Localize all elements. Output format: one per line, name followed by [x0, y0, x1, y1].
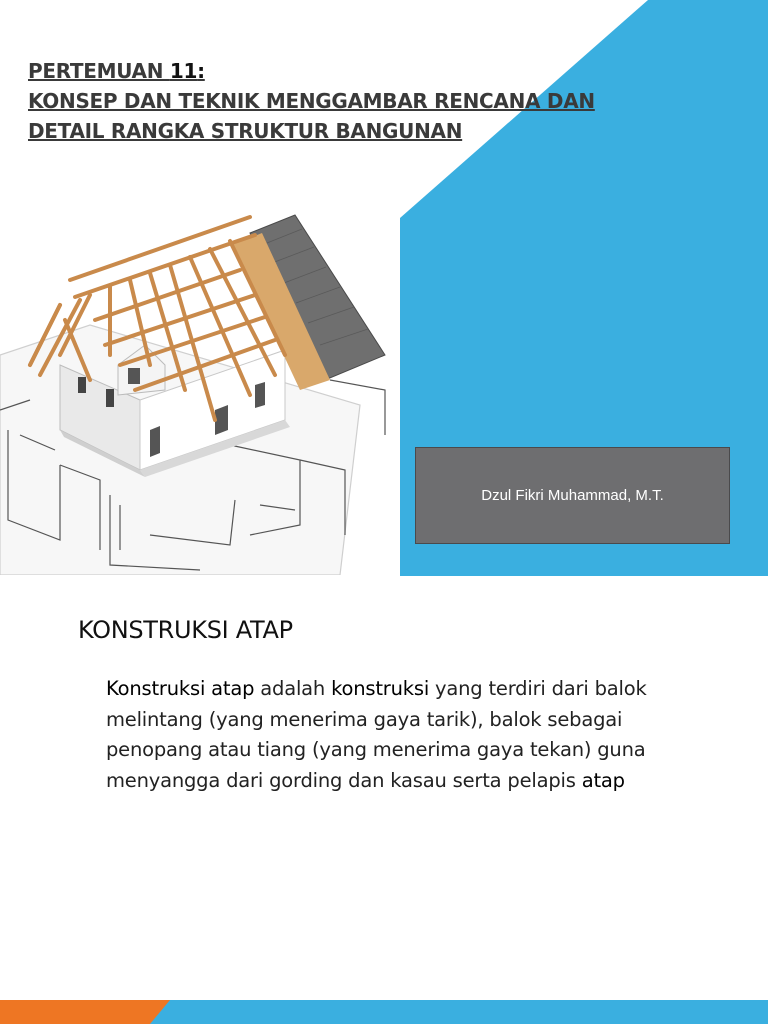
title-number: 11 [169, 59, 198, 83]
title-line-2: KONSEP DAN TEKNIK MENGGAMBAR RENCANA DAN [28, 89, 595, 113]
para-text-1: adalah [254, 677, 332, 700]
definition-paragraph [106, 674, 706, 796]
para-text-2: yang terdiri dari balok melintang (yang menerima gaya tarik), balok sebagai penopang atau tiang (yang menerima gaya tekan) guna menyangga dari gording dan kasau serta pelapis [106, 677, 647, 792]
term-atap: atap [581, 768, 625, 792]
slide-title [28, 56, 638, 146]
author-name: Dzul Fikri Muhammad, M.T. [481, 487, 664, 504]
term-konstruksi-atap: Konstruksi atap [106, 677, 255, 700]
title-line-1 [28, 56, 638, 86]
title-prefix: PERTEMUAN [28, 59, 170, 83]
footer-orange [0, 1000, 170, 1024]
term-konstruksi: konstruksi [331, 677, 430, 700]
title-line-3: DETAIL RANGKA STRUKTUR BANGUNAN [28, 119, 463, 143]
footer-accent-bar [0, 1000, 768, 1024]
author-box [415, 447, 730, 544]
section-heading: KONSTRUKSI ATAP [78, 616, 293, 644]
content-slide [0, 576, 768, 1024]
title-colon: : [197, 59, 205, 83]
house-blueprint-image [0, 205, 400, 575]
